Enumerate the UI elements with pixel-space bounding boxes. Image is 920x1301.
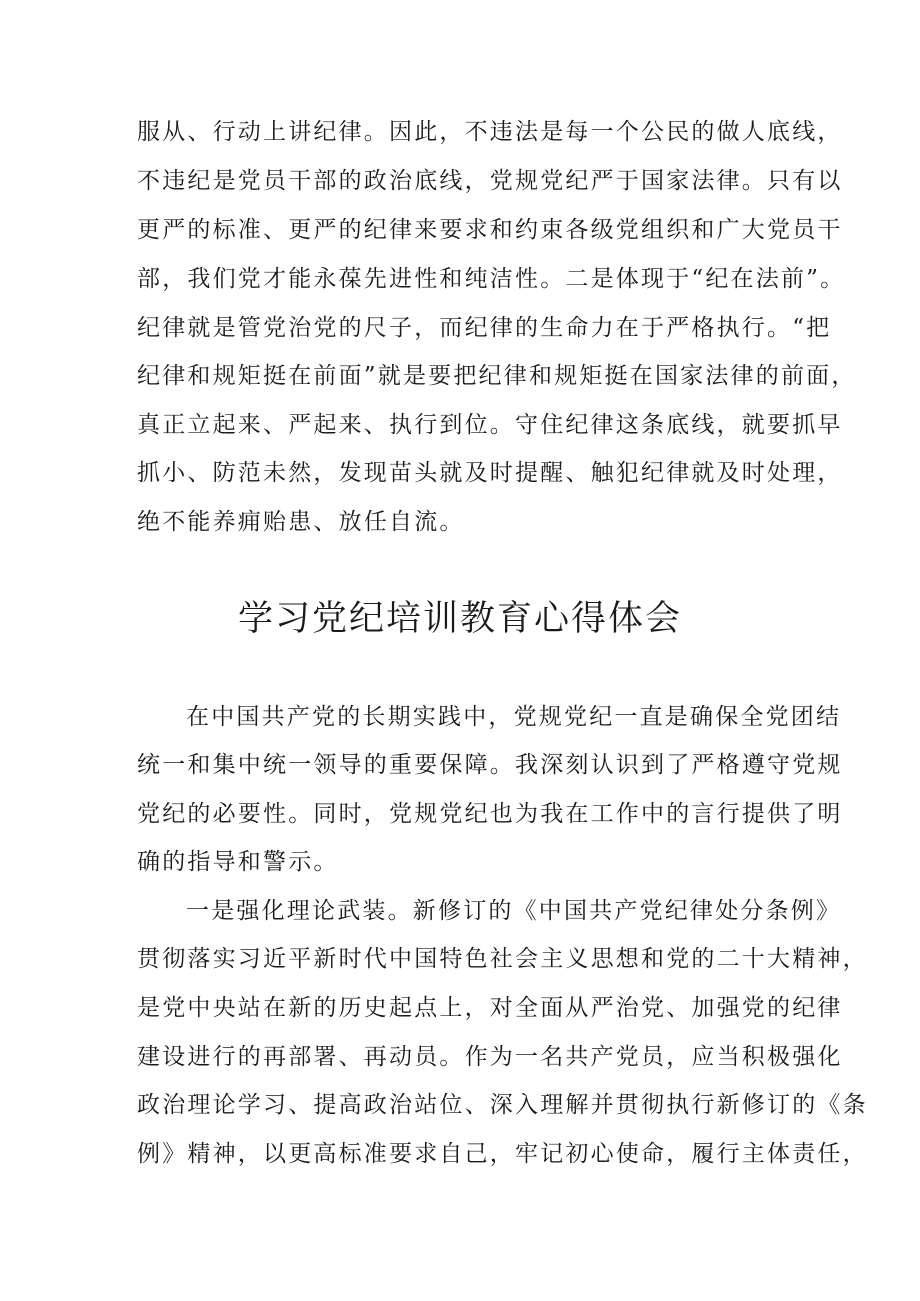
text-line: 一是强化理论武装。新修订的《中国共产党纪律处分条例》 (186, 898, 842, 924)
text-line: 纪律就是管党治党的尺子，而纪律的生命力在于严格执行。“把 (137, 315, 832, 341)
text-line: 建设进行的再部署、再动员。作为一名共产党员，应当积极强化 (137, 1044, 843, 1070)
text-line: 抓小、防范未然，发现苗头就及时提醒、触犯纪律就及时处理， (137, 460, 843, 486)
text-line: 党纪的必要性。同时，党规党纪也为我在工作中的言行提供了明 (137, 801, 843, 827)
text-line: 政治理论学习、提高政治站位、深入理解并贯彻执行新修订的《条 (137, 1092, 868, 1118)
text-line: 不违纪是党员干部的政治底线，党规党纪严于国家法律。只有以 (137, 168, 843, 194)
text-line: 统一和集中统一领导的重要保障。我深刻认识到了严格遵守党规 (137, 752, 843, 778)
text-line: 贯彻落实习近平新时代中国特色社会主义思想和党的二十大精神， (137, 946, 868, 972)
text-line: 服从、行动上讲纪律。因此，不违法是每一个公民的做人底线， (137, 119, 843, 145)
text-line: 是党中央站在新的历史起点上，对全面从严治党、加强党的纪律 (137, 995, 843, 1021)
text-line: 真正立起来、严起来、执行到位。守住纪律这条底线，就要抓早 (137, 412, 843, 438)
text-line: 更严的标准、更严的纪律来要求和约束各级党组织和广大党员干 (137, 217, 843, 243)
text-line: 在中国共产党的长期实践中，党规党纪一直是确保全党团结 (186, 704, 842, 730)
text-line: 绝不能养痈贻患、放任自流。 (137, 509, 465, 535)
document-title: 学习党纪培训教育心得体会 (237, 599, 682, 639)
text-line: 例》精神，以更高标准要求自己，牢记初心使命，履行主体责任， (137, 1141, 868, 1167)
text-line: 部，我们党才能永葆先进性和纯洁性。二是体现于“纪在法前”。 (137, 266, 846, 292)
text-line: 确的指导和警示。 (137, 849, 339, 875)
text-line: 纪律和规矩挺在前面”就是要把纪律和规矩挺在国家法律的前面， (137, 363, 857, 389)
